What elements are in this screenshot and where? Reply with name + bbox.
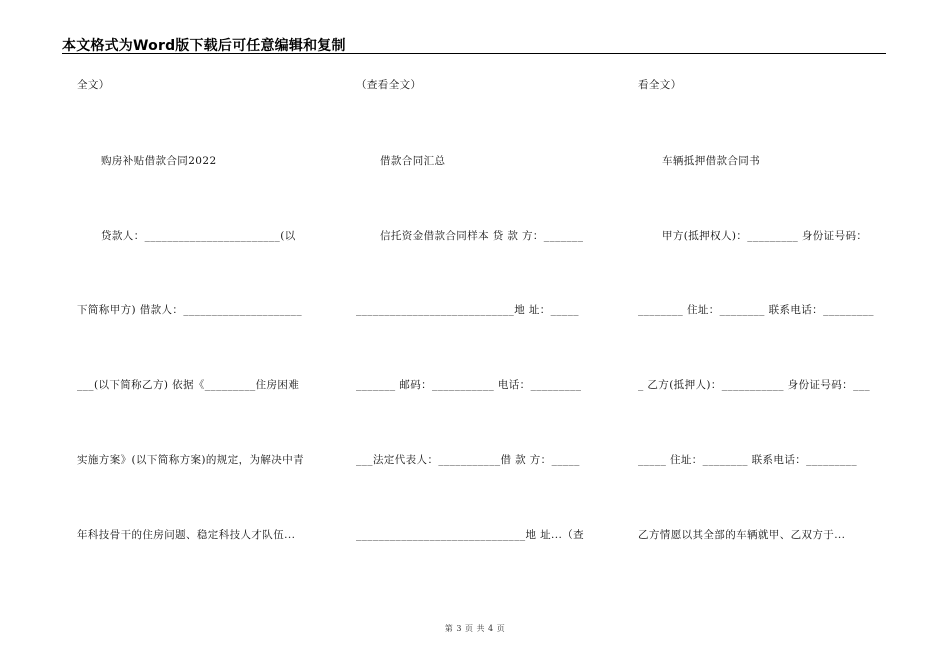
column-3-line-3: 甲方(抵押权人)：_________ 身份证号码： <box>662 230 868 242</box>
page-number: 第 3 页 共 4 页 <box>444 624 506 633</box>
header-title: 本文格式为Word版下载后可任意编辑和复制 <box>62 38 346 54</box>
column-3-article-title[interactable]: 车辆抵押借款合同书 <box>662 155 761 167</box>
column-2-line-3: 信托资金借款合同样本 贷 款 方：_______ <box>380 230 584 242</box>
column-3-line-6: _____ 住址：________ 联系电话：_________ <box>638 454 857 466</box>
column-1-line-3: 贷款人：________________________(以 <box>101 230 296 242</box>
column-1-line-6: 实施方案》(以下简称方案)的规定，为解决中青 <box>77 454 304 466</box>
column-3 <box>638 0 888 672</box>
column-2-article-title[interactable]: 借款合同汇总 <box>380 155 446 167</box>
column-2-line-6: ___法定代表人：___________借 款 方：_____ <box>356 454 580 466</box>
column-1-article-title[interactable]: 购房补贴借款合同2022 <box>101 155 217 167</box>
column-3-line-5: _ 乙方(抵押人)：___________ 身份证号码：___ <box>638 379 871 391</box>
column-1-line-4: 下简称甲方) 借款人：_____________________ <box>77 304 302 316</box>
column-3-line-7: 乙方情愿以其全部的车辆就甲、乙双方于... <box>638 529 846 541</box>
column-1-line-7: 年科技骨干的住房问题、稳定科技人才队伍... <box>77 529 296 541</box>
column-3-line-1[interactable]: 看全文） <box>638 79 682 91</box>
column-2-line-7: ______________________________地 址...（查 <box>356 529 585 541</box>
column-3-line-4: ________ 住址：________ 联系电话：_________ <box>638 304 874 316</box>
column-1 <box>77 0 327 672</box>
column-1-line-5: ___(以下简称乙方) 依据《_________住房困难 <box>77 379 300 391</box>
column-1-line-1: 全文） <box>77 79 110 91</box>
column-2 <box>356 0 606 672</box>
column-2-line-4: ____________________________地 址：_____ <box>356 304 579 316</box>
column-2-line-5: _______ 邮码：___________ 电话：_________ <box>356 379 582 391</box>
column-2-line-1[interactable]: （查看全文） <box>356 79 422 91</box>
